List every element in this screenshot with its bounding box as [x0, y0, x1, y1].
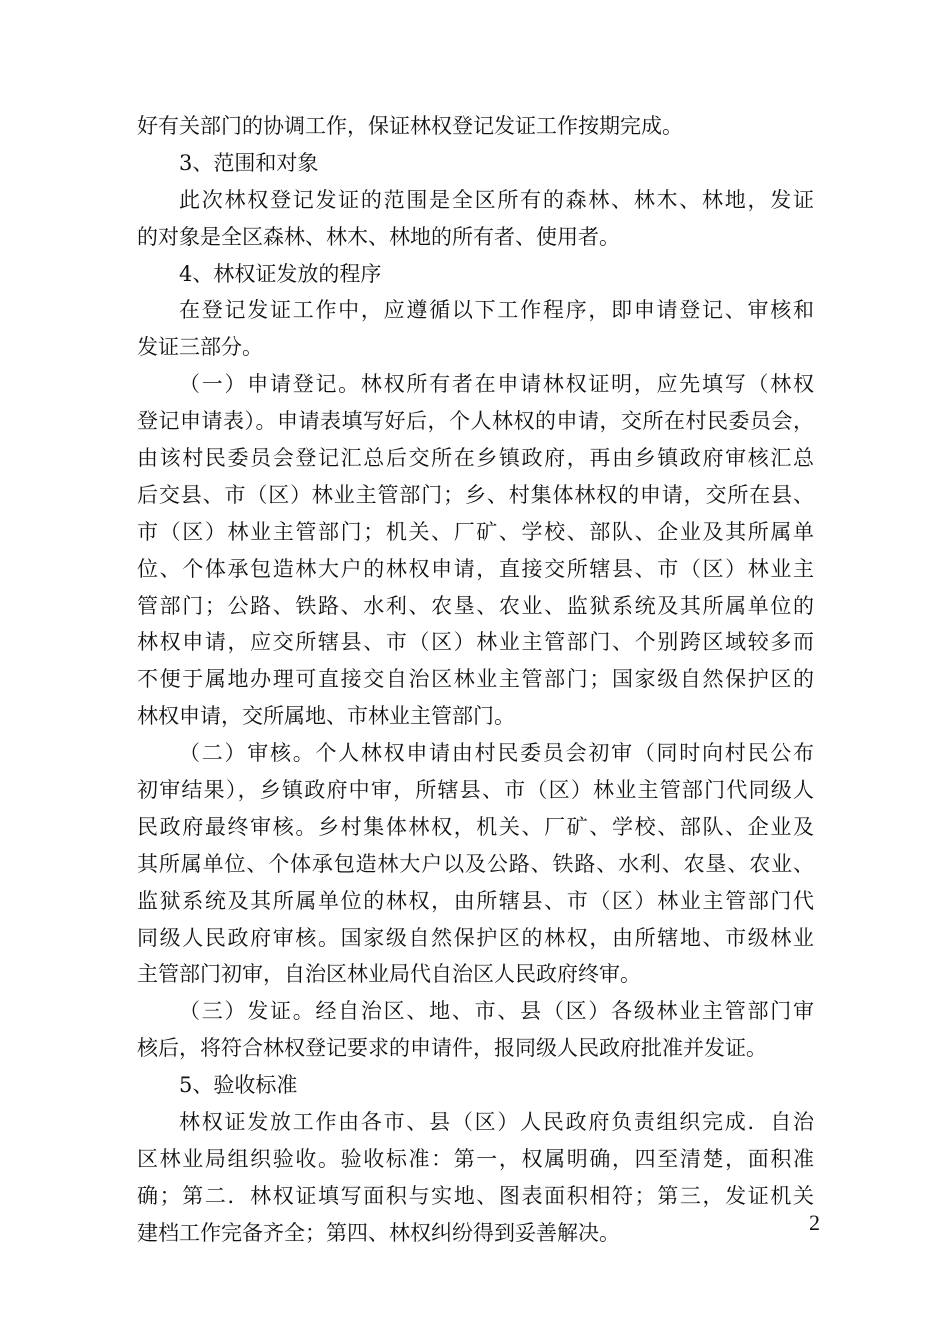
text-line: 在登记发证工作中，应遵循以下工作程序，即申请登记、审核和	[179, 298, 814, 323]
page-number: 2	[809, 1210, 820, 1235]
text-line: 建档工作完备齐全；第四、林权纠纷得到妥善解决。	[137, 1220, 620, 1245]
text-line: 区林业局组织验收。验收标准：第一，权属明确，四至清楚，面积准	[137, 1146, 814, 1171]
text-line: 5、验收标准	[179, 1073, 298, 1098]
document-body	[137, 108, 814, 1252]
text-line: 管部门；公路、铁路、水利、农垦、农业、监狱系统及其所属单位的	[137, 593, 814, 618]
text-line: 同级人民政府审核。国家级自然保护区的林权，由所辖地、市级林业	[137, 925, 814, 950]
text-line: 不便于属地办理可直接交自治区林业主管部门；国家级自然保护区的	[137, 667, 814, 692]
text-line: 初审结果），乡镇政府中审，所辖县、市（区）林业主管部门代同级人	[137, 778, 814, 803]
text-line: 市（区）林业主管部门；机关、厂矿、学校、部队、企业及其所属单	[137, 519, 814, 544]
text-line: 位、个体承包造林大户的林权申请，直接交所辖县、市（区）林业主	[137, 556, 814, 581]
text-line: 其所属单位、个体承包造林大户以及公路、铁路、水利、农垦、农业、	[137, 851, 814, 876]
text-line: 核后，将符合林权登记要求的申请件，报同级人民政府批准并发证。	[137, 1036, 767, 1061]
text-line: 4、林权证发放的程序	[179, 261, 382, 286]
text-line: （一）申请登记。林权所有者在申请林权证明，应先填写（林权	[179, 372, 814, 397]
text-line: 主管部门初审，自治区林业局代自治区人民政府终审。	[137, 962, 641, 987]
text-line: 的对象是全区森林、林木、林地的所有者、使用者。	[137, 224, 620, 249]
text-line: 确；第二．林权证填写面积与实地、图表面积相符；第三，发证机关	[137, 1183, 814, 1208]
text-line: 林权证发放工作由各市、县（区）人民政府负责组织完成．自治	[179, 1110, 814, 1135]
text-line: 林权申请，应交所辖县、市（区）林业主管部门、个别跨区域较多而	[137, 630, 814, 655]
text-line: （三）发证。经自治区、地、市、县（区）各级林业主管部门审	[179, 999, 814, 1024]
text-line: 由该村民委员会登记汇总后交所在乡镇政府，再由乡镇政府审核汇总	[137, 446, 814, 471]
text-line: 好有关部门的协调工作，保证林权登记发证工作按期完成。	[137, 114, 683, 138]
text-line: 林权申请，交所属地、市林业主管部门。	[137, 704, 515, 729]
text-line: 发证三部分。	[137, 335, 263, 360]
text-line: 登记申请表）。申请表填写好后，个人林权的申请，交所在村民委员会，	[137, 409, 814, 434]
text-line: 后交县、市（区）林业主管部门；乡、村集体林权的申请，交所在县、	[137, 482, 814, 507]
text-line: 此次林权登记发证的范围是全区所有的森林、林木、林地，发证	[179, 187, 814, 212]
text-line: 民政府最终审核。乡村集体林权，机关、厂矿、学校、部队、企业及	[137, 814, 814, 839]
text-line: （二）审核。个人林权申请由村民委员会初审（同时向村民公布	[179, 741, 814, 766]
text-line: 监狱系统及其所属单位的林权，由所辖县、市（区）林业主管部门代	[137, 888, 814, 913]
text-line: 3、范围和对象	[179, 150, 319, 175]
